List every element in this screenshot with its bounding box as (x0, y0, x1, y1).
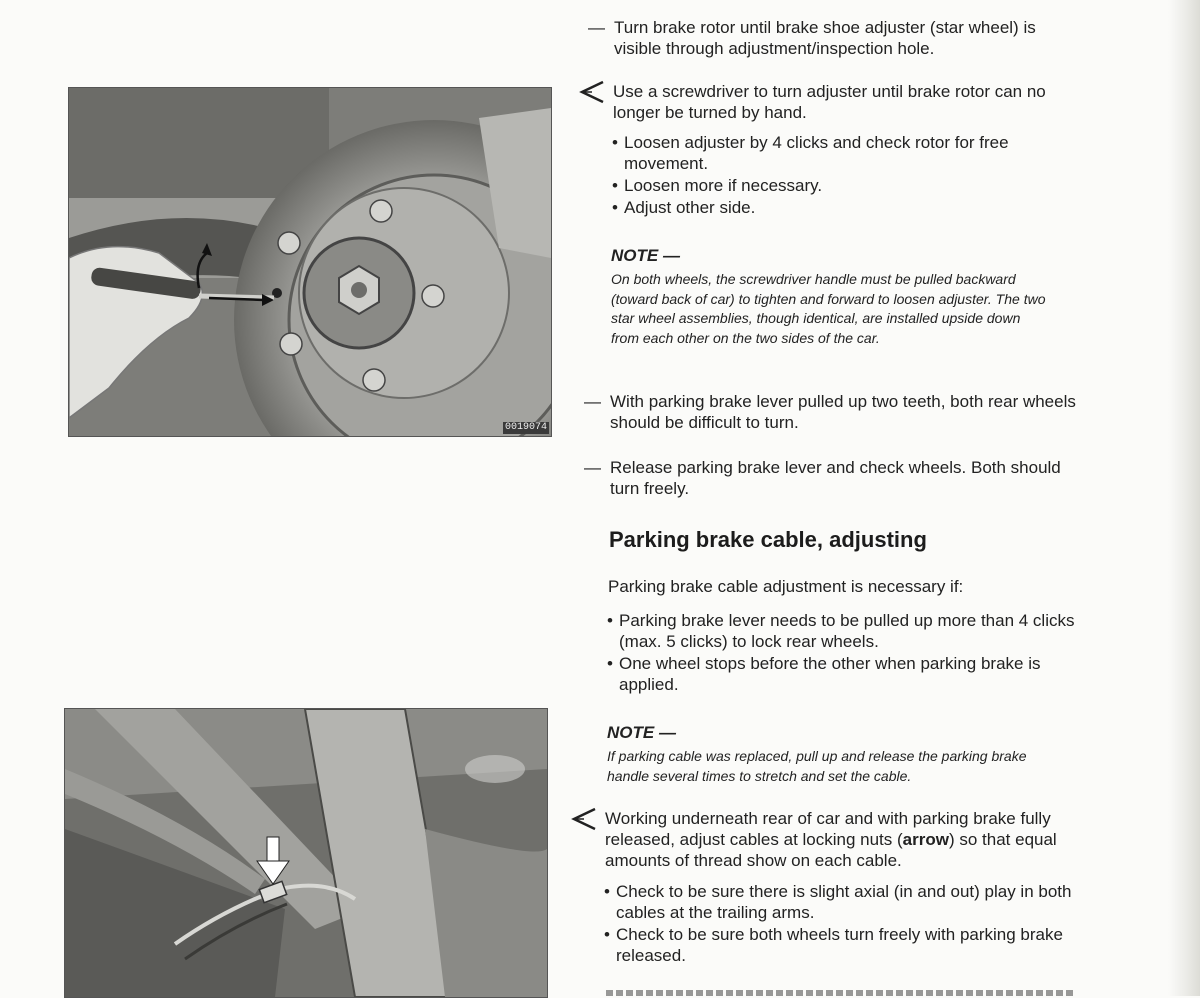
step-text: With parking brake lever pulled up two teeth, both rear wheels should be difficult to turn. (610, 392, 1076, 432)
check-bullet-list (604, 881, 1076, 967)
list-item: • Loosen more if necessary. (612, 175, 1086, 196)
cut-off-text-line (606, 990, 1076, 996)
brake-rotor-photo (68, 87, 552, 437)
page-edge (1168, 0, 1200, 996)
dash-marker: — (588, 18, 605, 37)
step-text: Release parking brake lever and check wheels. Both should turn freely. (610, 458, 1061, 498)
step-screwdriver (613, 81, 1085, 123)
list-item: • Loosen adjuster by 4 clicks and check rotor for free movement. (612, 132, 1086, 174)
step-text: Turn brake rotor until brake shoe adjuster (star wheel) is visible through adjustment/inspection hole. (614, 18, 1036, 58)
checkmark-icon (571, 806, 597, 832)
section-intro: Parking brake cable adjustment is necessary if: (608, 577, 964, 596)
checkmark-icon (579, 79, 605, 105)
step-lever-two-teeth (584, 391, 1082, 433)
step-text-emphasis: arrow (902, 830, 949, 849)
list-item: • Check to be sure there is slight axial (in and out) play in both cables at the trailing arms. (604, 881, 1076, 923)
note-body: If parking cable was replaced, pull up and release the parking brake handle several times to stretch and set the cable. (607, 748, 1027, 784)
screwdriver-bullet-list (612, 132, 1086, 219)
dash-marker: — (584, 392, 601, 411)
step-text-start: Working underneath rear of car and with parking brake fully released, adjust cables at locking nuts ( (605, 809, 1051, 849)
note-body: On both wheels, the screwdriver handle must be pulled backward (toward back of car) to tighten and forward to loosen adjuster. The two star wheel assemblies, though identical, are installed upside down from each other on the two sides of the car. (611, 271, 1046, 346)
list-item: • One wheel stops before the other when parking brake is applied. (607, 653, 1077, 695)
step-text: Use a screwdriver to turn adjuster until brake rotor can no longer be turned by hand. (613, 82, 1046, 122)
figure-number: 0019074 (504, 422, 547, 433)
step-release-lever (584, 457, 1082, 499)
list-item: • Adjust other side. (612, 197, 1086, 218)
section-heading: Parking brake cable, adjusting (609, 527, 927, 552)
dash-marker: — (584, 458, 601, 477)
parking-cable-photo (64, 708, 548, 998)
note-title: NOTE — (611, 246, 680, 265)
list-item: • Check to be sure both wheels turn freely with parking brake released. (604, 924, 1076, 966)
note-title: NOTE — (607, 723, 676, 742)
step-turn-rotor (588, 17, 1086, 59)
step-text-end: ) so that equal amounts of thread show on each cable. (605, 830, 1057, 870)
step-working-underneath (605, 808, 1080, 871)
list-item: • Parking brake lever needs to be pulled up more than 4 clicks (max. 5 clicks) to lock rear wheels. (607, 610, 1077, 652)
conditions-bullet-list (607, 610, 1077, 696)
